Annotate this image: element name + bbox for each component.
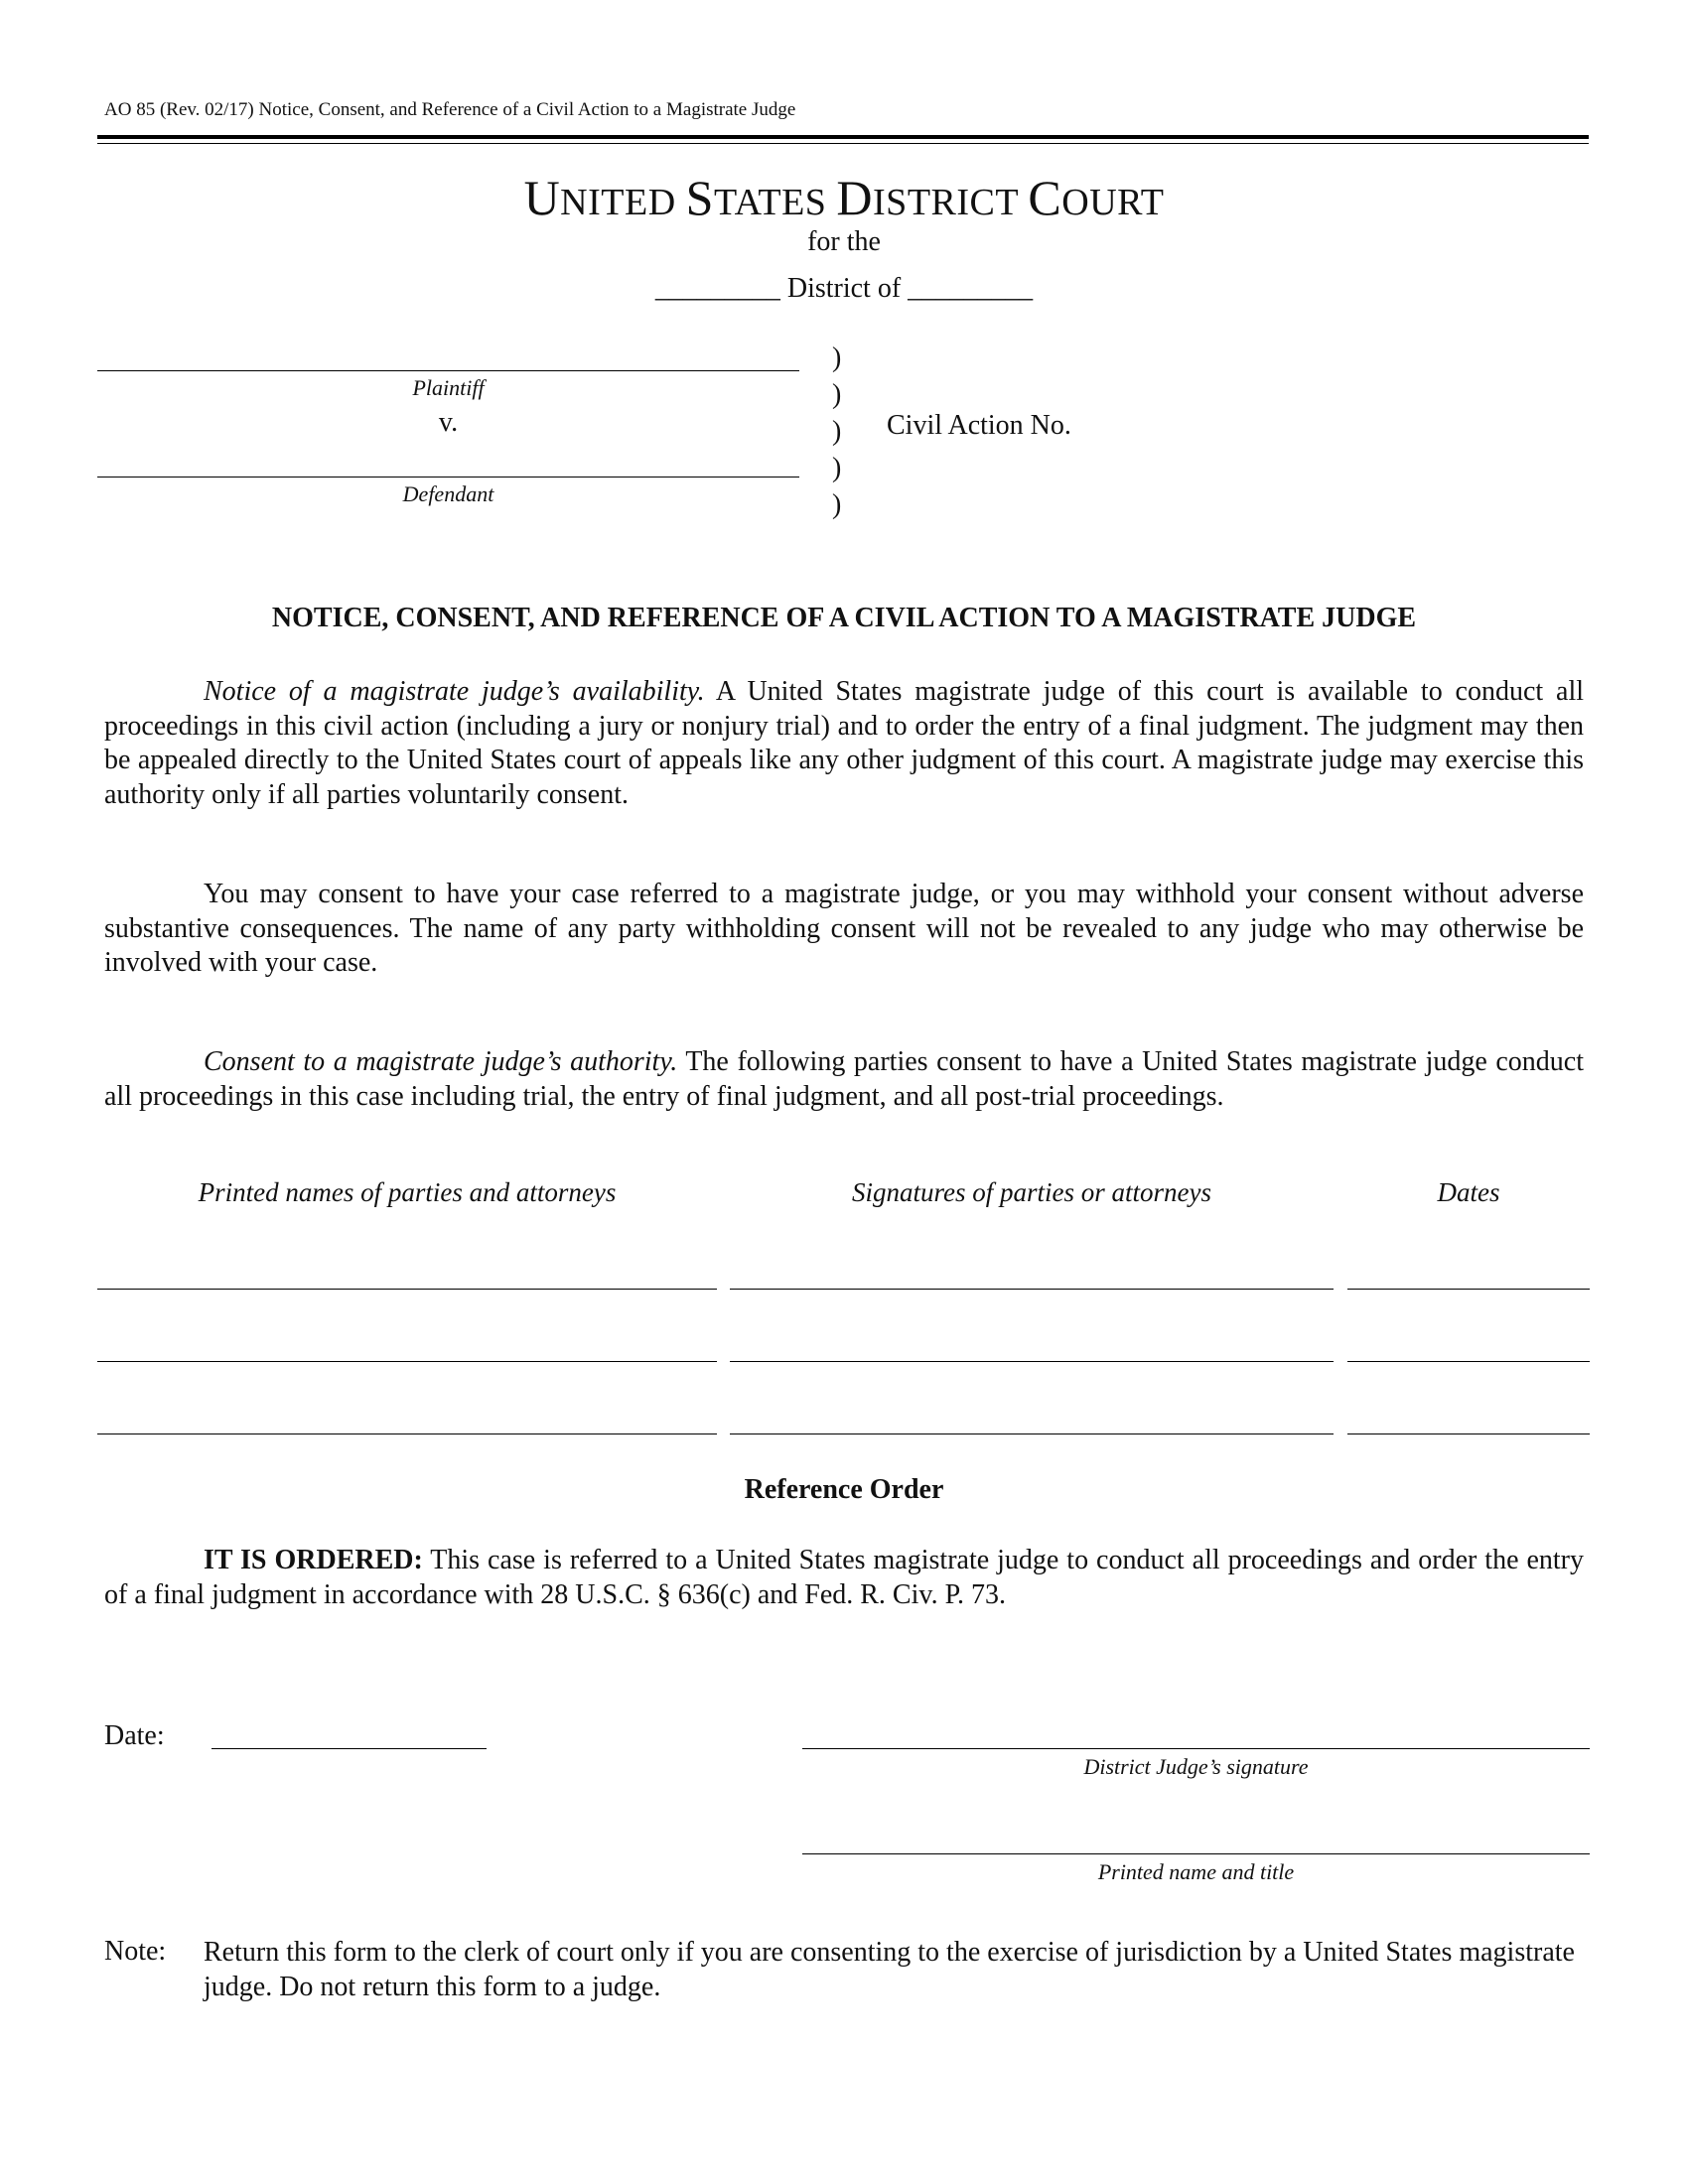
reference-order-title: Reference Order <box>744 1474 944 1505</box>
printed-name-line-2[interactable] <box>97 1361 717 1362</box>
plaintiff-label: Plaintiff <box>412 375 485 400</box>
consent-body: The following parties consent to have a United States magistrate judge conduct all proceedings in this case including trial, the entry of final judgment, and all post-trial proceedings. <box>104 1046 1584 1112</box>
court-title-rest-court: OURT <box>1061 182 1165 223</box>
header-rule-thin <box>97 143 1589 144</box>
reference-order-body: This case is referred to a United States magistrate judge to conduct all proceedings and order the entry of a final judgment in accordance with 28 U.S.C. § 636(c) and Fed. R. Civ. P. 73. <box>104 1545 1584 1610</box>
printed-name-title-label: Printed name and title <box>1097 1859 1295 1884</box>
court-title-initial-c: C <box>1028 170 1062 225</box>
judge-signature-label: District Judge’s signature <box>1083 1754 1309 1779</box>
plaintiff-line[interactable] <box>97 370 799 371</box>
column-header-signatures: Signatures of parties or attorneys <box>852 1177 1211 1207</box>
caption-parens <box>832 340 841 523</box>
availability-lead: Notice of a magistrate judge’s availability. <box>204 676 705 707</box>
defendant-line[interactable] <box>97 477 799 478</box>
court-title-rest-states: TATES <box>713 182 837 223</box>
paren: ) <box>832 379 842 410</box>
paren: ) <box>832 342 842 373</box>
note-text: Return this form to the clerk of court only if you are consenting to the exercise of jurisdiction by a United States magistrate judge. Do not return this form to a judge. <box>204 1937 1575 2002</box>
defendant-label: Defendant <box>402 481 494 506</box>
date-line-1[interactable] <box>1347 1289 1590 1290</box>
court-title-initial-s: S <box>685 170 714 225</box>
printed-name-title-line[interactable] <box>802 1853 1590 1854</box>
district-field[interactable]: _________ District of _________ <box>654 273 1034 304</box>
consent-paragraph <box>104 1045 1584 1114</box>
date-line-3[interactable] <box>1347 1433 1590 1434</box>
paren: ) <box>832 489 842 520</box>
court-title-rest-district: ISTRICT <box>873 182 1029 223</box>
reference-order-paragraph <box>104 1544 1584 1612</box>
column-header-dates: Dates <box>1437 1177 1500 1207</box>
notice-title: NOTICE, CONSENT, AND REFERENCE OF A CIVIL ACTION TO A MAGISTRATE JUDGE <box>271 603 1417 633</box>
court-title-rest-united: NITED <box>560 182 686 223</box>
header-rule-thick <box>97 135 1589 139</box>
civil-action-number-field[interactable]: Civil Action No. <box>887 410 1071 441</box>
note-label: Note: <box>104 1936 167 1967</box>
availability-paragraph <box>104 675 1584 812</box>
paren: ) <box>832 453 842 483</box>
withhold-paragraph <box>104 878 1584 981</box>
form-identifier: AO 85 (Rev. 02/17) Notice, Consent, and Reference of a Civil Action to a Magistrate Judge <box>104 99 796 120</box>
ordered-lead: IT IS ORDERED: <box>204 1545 423 1575</box>
court-title-initial-d: D <box>836 170 874 225</box>
printed-name-line-1[interactable] <box>97 1289 717 1290</box>
date-line-2[interactable] <box>1347 1361 1590 1362</box>
availability-body: A United States magistrate judge of this court is available to conduct all proceedings in this civil action (including a jury or nonjury trial) and to order the entry of a final judgment. The judgment may then be appealed directly to the United States court of appeals like any other judgment of this court. A magistrate judge may exercise this authority only if all parties voluntarily consent. <box>104 676 1585 810</box>
signature-line-2[interactable] <box>730 1361 1334 1362</box>
court-title <box>0 169 1688 226</box>
versus-text: v. <box>438 407 459 438</box>
column-header-printed-names: Printed names of parties and attorneys <box>198 1177 617 1207</box>
for-the-text: for the <box>807 226 881 257</box>
signature-line-1[interactable] <box>730 1289 1334 1290</box>
signature-line-3[interactable] <box>730 1433 1334 1434</box>
judge-signature-line[interactable] <box>802 1748 1590 1749</box>
withhold-body: You may consent to have your case referred to a magistrate judge, or you may withhold your consent without adverse substantive consequences. The name of any party withholding consent will not be revealed to any judge who may otherwise be involved with your case. <box>104 879 1584 978</box>
paren: ) <box>832 416 842 447</box>
printed-name-line-3[interactable] <box>97 1433 717 1434</box>
court-title-initial-u: U <box>523 170 561 225</box>
order-date-line[interactable] <box>211 1748 487 1749</box>
consent-lead: Consent to a magistrate judge’s authority. <box>204 1046 678 1077</box>
date-label: Date: <box>104 1720 165 1751</box>
